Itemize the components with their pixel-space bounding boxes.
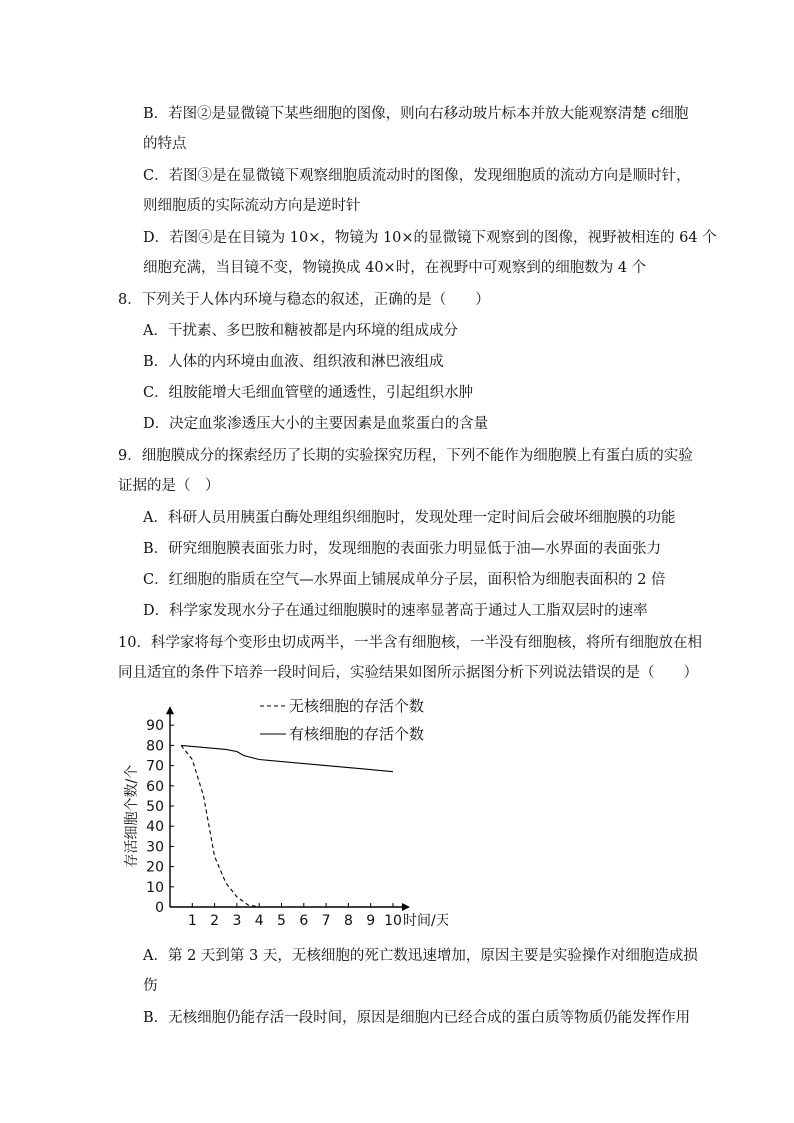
q9-option-b: B．研究细胞膜表面张力时，发现细胞的表面张力明显低于油—水界面的表面张力 bbox=[143, 541, 662, 557]
y-axis-arrow bbox=[166, 706, 174, 714]
q8-option-c: C．组胺能增大毛细血管壁的通透性，引起组织水肿 bbox=[143, 385, 474, 401]
x-tick-label: 5 bbox=[277, 913, 286, 929]
q8-option-d: D．决定血浆渗透压大小的主要因素是血浆蛋白的含量 bbox=[143, 416, 489, 432]
survival-chart bbox=[118, 692, 448, 932]
q9-option-a: A．科研人员用胰蛋白酶处理组织细胞时，发现处理一定时间后会破坏细胞膜的功能 bbox=[143, 510, 676, 526]
x-tick-label: 9 bbox=[366, 913, 376, 929]
x-tick-label: 2 bbox=[210, 913, 220, 929]
x-tick-label: 8 bbox=[343, 913, 353, 929]
q10-stem-line1: 10．科学家将每个变形虫切成两半，一半含有细胞核，一半没有细胞核，将所有细胞放在相 bbox=[118, 635, 702, 651]
q7-option-b-line1: B．若图②是显微镜下某些细胞的图像，则向右移动玻片标本并放大能观察清楚 c细胞 bbox=[143, 106, 689, 122]
q8-option-a: A．干扰素、多巴胺和糖被都是内环境的组成成分 bbox=[143, 323, 458, 339]
q10-stem-line2: 同且适宜的条件下培养一段时间后，实验结果如图所示据图分析下列说法错误的是（ ） bbox=[118, 665, 698, 681]
q9-stem-line1: 9．细胞膜成分的探索经历了长期的实验探究历程，下列不能作为细胞膜上有蛋白质的实验 bbox=[118, 448, 693, 464]
y-tick-label: 50 bbox=[146, 799, 164, 815]
q7-option-b-line2: 的特点 bbox=[143, 136, 187, 152]
y-tick-label: 60 bbox=[146, 778, 164, 795]
y-tick-label: 80 bbox=[146, 738, 164, 755]
y-tick-label: 40 bbox=[146, 819, 164, 836]
q10-option-a-line1: A．第 2 天到第 3 天，无核细胞的死亡数迅速增加，原因主要是实验操作对细胞造成损 bbox=[143, 948, 698, 964]
q10-option-a-line2: 伤 bbox=[143, 978, 158, 994]
x-tick-label: 6 bbox=[299, 913, 309, 929]
q10-option-b: B．无核细胞仍能存活一段时间，原因是细胞内已经合成的蛋白质等物质仍能发挥作用 bbox=[143, 1010, 691, 1026]
legend-label-0: 无核细胞的存活个数 bbox=[289, 697, 425, 715]
x-tick-label: 1 bbox=[187, 913, 197, 929]
x-tick-label: 4 bbox=[254, 913, 264, 929]
q8-option-b: B．人体的内环境由血液、组织液和淋巴液组成 bbox=[143, 354, 444, 370]
q9-option-c: C．红细胞的脂质在空气—水界面上铺展成单分子层，面积恰为细胞表面积的 2 倍 bbox=[143, 572, 666, 588]
q9-stem-line2: 证据的是（ ） bbox=[118, 478, 220, 494]
y-tick-label: 30 bbox=[146, 839, 164, 856]
q7-option-c-line2: 则细胞质的实际流动方向是逆时针 bbox=[143, 198, 361, 214]
y-tick-label: 20 bbox=[146, 859, 164, 876]
y-tick-label: 90 bbox=[146, 718, 164, 735]
y-tick-label: 70 bbox=[146, 758, 164, 775]
survival-chart-svg bbox=[118, 692, 448, 932]
series-line-with-nucleus bbox=[181, 745, 393, 771]
q7-option-d-line1: D．若图④是在目镜为 10×，物镜为 10×的显微镜下观察到的图像，视野被相连的 64 个 bbox=[143, 230, 717, 246]
y-axis-label: 存活细胞个数/个 bbox=[124, 764, 140, 868]
q9-option-d: D．科学家发现水分子在通过细胞膜时的速率显著高于通过人工脂双层时的速率 bbox=[143, 603, 648, 619]
q7-option-d-line2: 细胞充满，当目镜不变，物镜换成 40×时，在视野中可观察到的细胞数为 4 个 bbox=[143, 260, 647, 276]
series-line-no-nucleus bbox=[181, 745, 259, 907]
x-tick-label: 3 bbox=[232, 913, 242, 929]
x-axis-label: 时间/天 bbox=[403, 913, 448, 929]
legend-label-1: 有核细胞的存活个数 bbox=[289, 725, 425, 743]
x-tick-label: 7 bbox=[321, 913, 331, 929]
q7-option-c-line1: C．若图③是在显微镜下观察细胞质流动时的图像，发现细胞质的流动方向是顺时针， bbox=[143, 168, 691, 184]
y-tick-label: 10 bbox=[146, 879, 164, 896]
q8-stem: 8．下列关于人体内环境与稳态的叙述，正确的是（ ） bbox=[118, 292, 490, 308]
x-tick-label: 10 bbox=[384, 913, 402, 929]
y-tick-label: 0 bbox=[155, 900, 164, 916]
x-axis-arrow bbox=[402, 903, 410, 911]
